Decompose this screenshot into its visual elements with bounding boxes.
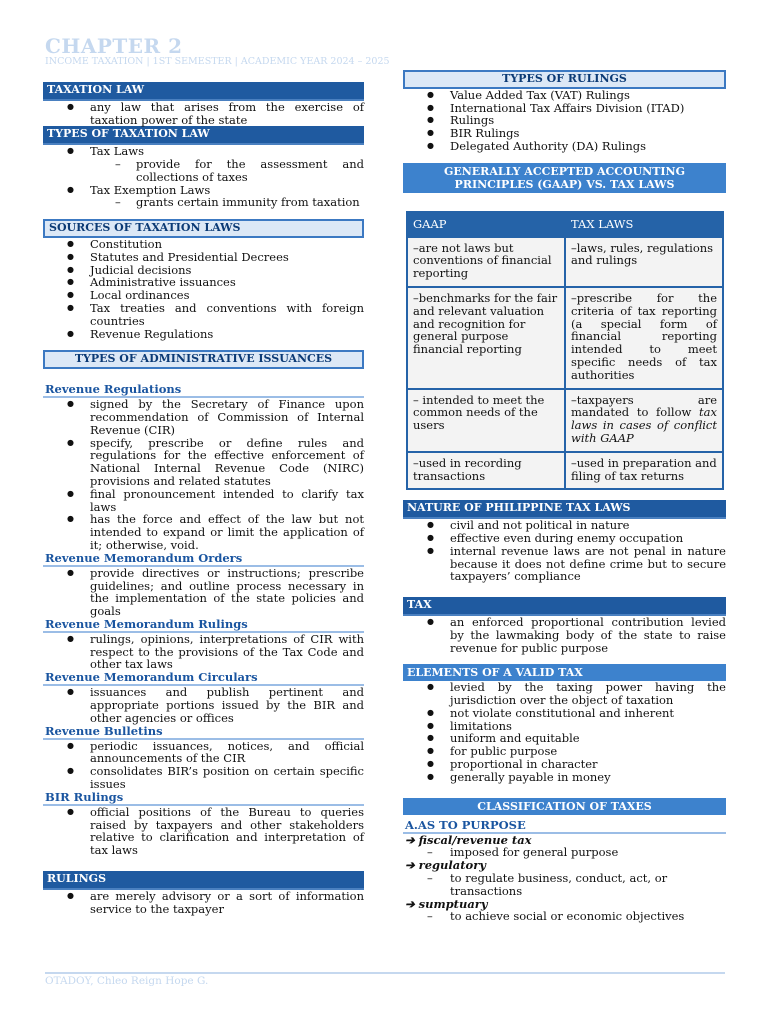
- table-header-row: [407, 212, 723, 237]
- table-cell-mixed: [565, 389, 723, 452]
- elements-list: [403, 681, 726, 783]
- chapter-title: CHAPTER 2: [45, 34, 183, 58]
- types-rulings-header: TYPES OF RULINGS: [403, 70, 726, 89]
- list-item: ● internal revenue laws are not penal in nature because it does not define crime but to secure taxpayers’ compliance: [403, 545, 726, 583]
- regulatory-label: ➔ regulatory: [405, 858, 486, 873]
- list-item: ● specify, prescribe or define rules and regulations for the effective enforcement of National Internal Revenue Code (NIRC) provisions and related statutes: [43, 437, 364, 488]
- table-cell-text: –taxpayers are mandated to follow: [571, 392, 717, 420]
- table-cell: –are not laws but conventions of financial reporting: [407, 237, 565, 287]
- list-item: ● signed by the Secretary of Finance upon recommendation of Commission of Internal Revenue (CIR): [43, 398, 364, 436]
- sub-list-item: – to achieve social or economic objectives: [403, 910, 726, 923]
- list-item: ● limitations: [403, 720, 726, 733]
- left-column: [43, 82, 364, 915]
- list-item: ● International Tax Affairs Division (ITAD): [403, 102, 726, 115]
- list-item: ● any law that arises from the exercise of taxation power of the state: [43, 101, 364, 127]
- rmr-subheader: Revenue Memorandum Rulings: [43, 618, 364, 633]
- sources-list: [43, 238, 364, 340]
- sumptuary-list: [403, 910, 726, 923]
- rr-list: [43, 398, 364, 552]
- sources-header: SOURCES OF TAXATION LAWS: [43, 219, 364, 238]
- elements-header: ELEMENTS OF A VALID TAX: [403, 664, 726, 681]
- sub-list-item: – provide for the assessment and collections of taxes: [43, 158, 364, 184]
- table-row: [407, 237, 723, 287]
- table-cell: – intended to meet the common needs of the users: [407, 389, 565, 452]
- list-item: ● an enforced proportional contribution levied by the lawmaking body of the state to raise revenue for public purpose: [403, 616, 726, 654]
- regulatory-list: [403, 872, 726, 898]
- gaap-vs-tax-table: [406, 211, 724, 491]
- table-row: [407, 287, 723, 389]
- gaap-header: GENERALLY ACCEPTED ACCOUNTING PRINCIPLES (GAAP) VS. TAX LAWS: [403, 163, 726, 193]
- list-item: ● Administrative issuances: [43, 276, 364, 289]
- rulings-list: [43, 890, 364, 916]
- chapter-subtitle: INCOME TAXATION | 1ST SEMESTER | ACADEMIC YEAR 2024 – 2025: [45, 56, 390, 67]
- bir-list: [43, 806, 364, 857]
- list-item: ● generally payable in money: [403, 771, 726, 784]
- list-item: ● provide directives or instructions; prescribe guidelines; and outline process necessary in the implementation of the state policies and goals: [43, 567, 364, 618]
- list-item: ● Revenue Regulations: [43, 328, 364, 341]
- rulings-header: RULINGS: [43, 871, 364, 890]
- list-item: ● not violate constitutional and inherent: [403, 707, 726, 720]
- table-cell-italic: tax laws in cases of conflict with GAAP: [571, 405, 717, 445]
- list-item: ● civil and not political in nature: [403, 519, 726, 532]
- list-item: ● Judicial decisions: [43, 264, 364, 277]
- table-header-cell: TAX LAWS: [565, 212, 723, 237]
- as-to-purpose-subheader: A.AS TO PURPOSE: [403, 819, 726, 834]
- list-item: ● consolidates BIR’s position on certain specific issues: [43, 765, 364, 791]
- fiscal-list: [403, 846, 726, 859]
- types-taxation-law-header: TYPES OF TAXATION LAW: [43, 126, 364, 145]
- rb-subheader: Revenue Bulletins: [43, 725, 364, 740]
- list-item: ● effective even during enemy occupation: [403, 532, 726, 545]
- rmc-subheader: Revenue Memorandum Circulars: [43, 671, 364, 686]
- nature-list: [403, 519, 726, 583]
- taxation-law-list: [43, 101, 364, 127]
- table-row: [407, 452, 723, 490]
- types-rulings-list: [403, 89, 726, 153]
- list-item: ● final pronouncement intended to clarify tax laws: [43, 488, 364, 514]
- rr-subheader: Revenue Regulations: [43, 383, 364, 398]
- list-item: ● for public purpose: [403, 745, 726, 758]
- footer-author: OTADOY, Chleo Reign Hope G.: [45, 975, 209, 987]
- sub-list-item: – imposed for general purpose: [403, 846, 726, 859]
- admin-issuances-header: TYPES OF ADMINISTRATIVE ISSUANCES: [43, 350, 364, 369]
- list-item: ● proportional in character: [403, 758, 726, 771]
- list-item: ● Constitution: [43, 238, 364, 251]
- rmo-list: [43, 567, 364, 618]
- nature-header: NATURE OF PHILIPPINE TAX LAWS: [403, 500, 726, 519]
- sub-list-item: – to regulate business, conduct, act, or transactions: [403, 872, 726, 898]
- classification-header: CLASSIFICATION OF TAXES: [403, 798, 726, 815]
- list-item: ● official positions of the Bureau to queries raised by taxpayers and other stakeholders relative to clarification and interpretation of tax laws: [43, 806, 364, 857]
- tax-list: [403, 616, 726, 654]
- sub-list-item: – grants certain immunity from taxation: [43, 196, 364, 209]
- list-item: ● Value Added Tax (VAT) Rulings: [403, 89, 726, 102]
- table-cell: –benchmarks for the fair and relevant valuation and recognition for general purpose financial reporting: [407, 287, 565, 389]
- rmc-list: [43, 686, 364, 724]
- list-item: ● Statutes and Presidential Decrees: [43, 251, 364, 264]
- list-item: ● uniform and equitable: [403, 732, 726, 745]
- sumptuary-label: ➔ sumptuary: [405, 896, 488, 911]
- footer-divider: [45, 972, 725, 974]
- tax-header: TAX: [403, 597, 726, 616]
- list-item: ● are merely advisory or a sort of information service to the taxpayer: [43, 890, 364, 916]
- list-item: ● Tax Exemption Laws: [43, 184, 364, 197]
- list-item: ● Tax Laws: [43, 145, 364, 158]
- list-item: ● rulings, opinions, interpretations of CIR with respect to the provisions of the Tax Code and other tax laws: [43, 633, 364, 671]
- table-cell: –used in recording transactions: [407, 452, 565, 490]
- list-item: ● has the force and effect of the law but not intended to expand or limit the application of it; otherwise, void.: [43, 513, 364, 551]
- table-cell: –laws, rules, regulations and rulings: [565, 237, 723, 287]
- rmr-list: [43, 633, 364, 671]
- rmo-subheader: Revenue Memorandum Orders: [43, 552, 364, 567]
- table-cell: –used in preparation and filing of tax returns: [565, 452, 723, 490]
- list-item: ● BIR Rulings: [403, 127, 726, 140]
- types-taxation-law-list: [43, 145, 364, 209]
- table-header-cell: GAAP: [407, 212, 565, 237]
- list-item: ● periodic issuances, notices, and official announcements of the CIR: [43, 740, 364, 766]
- list-item: ● Delegated Authority (DA) Rulings: [403, 140, 726, 153]
- list-item: ● levied by the taxing power having the jurisdiction over the object of taxation: [403, 681, 726, 707]
- list-item: ● issuances and publish pertinent and appropriate portions issued by the BIR and other agencies or offices: [43, 686, 364, 724]
- list-item: ● Tax treaties and conventions with foreign countries: [43, 302, 364, 328]
- table-row: [407, 389, 723, 452]
- rb-list: [43, 740, 364, 791]
- taxation-law-header: TAXATION LAW: [43, 82, 364, 101]
- table-cell: –prescribe for the criteria of tax reporting (a special form of financial reporting intended to meet specific needs of tax authorities: [565, 287, 723, 389]
- list-item: ● Local ordinances: [43, 289, 364, 302]
- bir-subheader: BIR Rulings: [43, 791, 364, 806]
- list-item: ● Rulings: [403, 114, 726, 127]
- fiscal-tax-label: ➔ fiscal/revenue tax: [405, 832, 532, 847]
- right-column: [403, 70, 726, 923]
